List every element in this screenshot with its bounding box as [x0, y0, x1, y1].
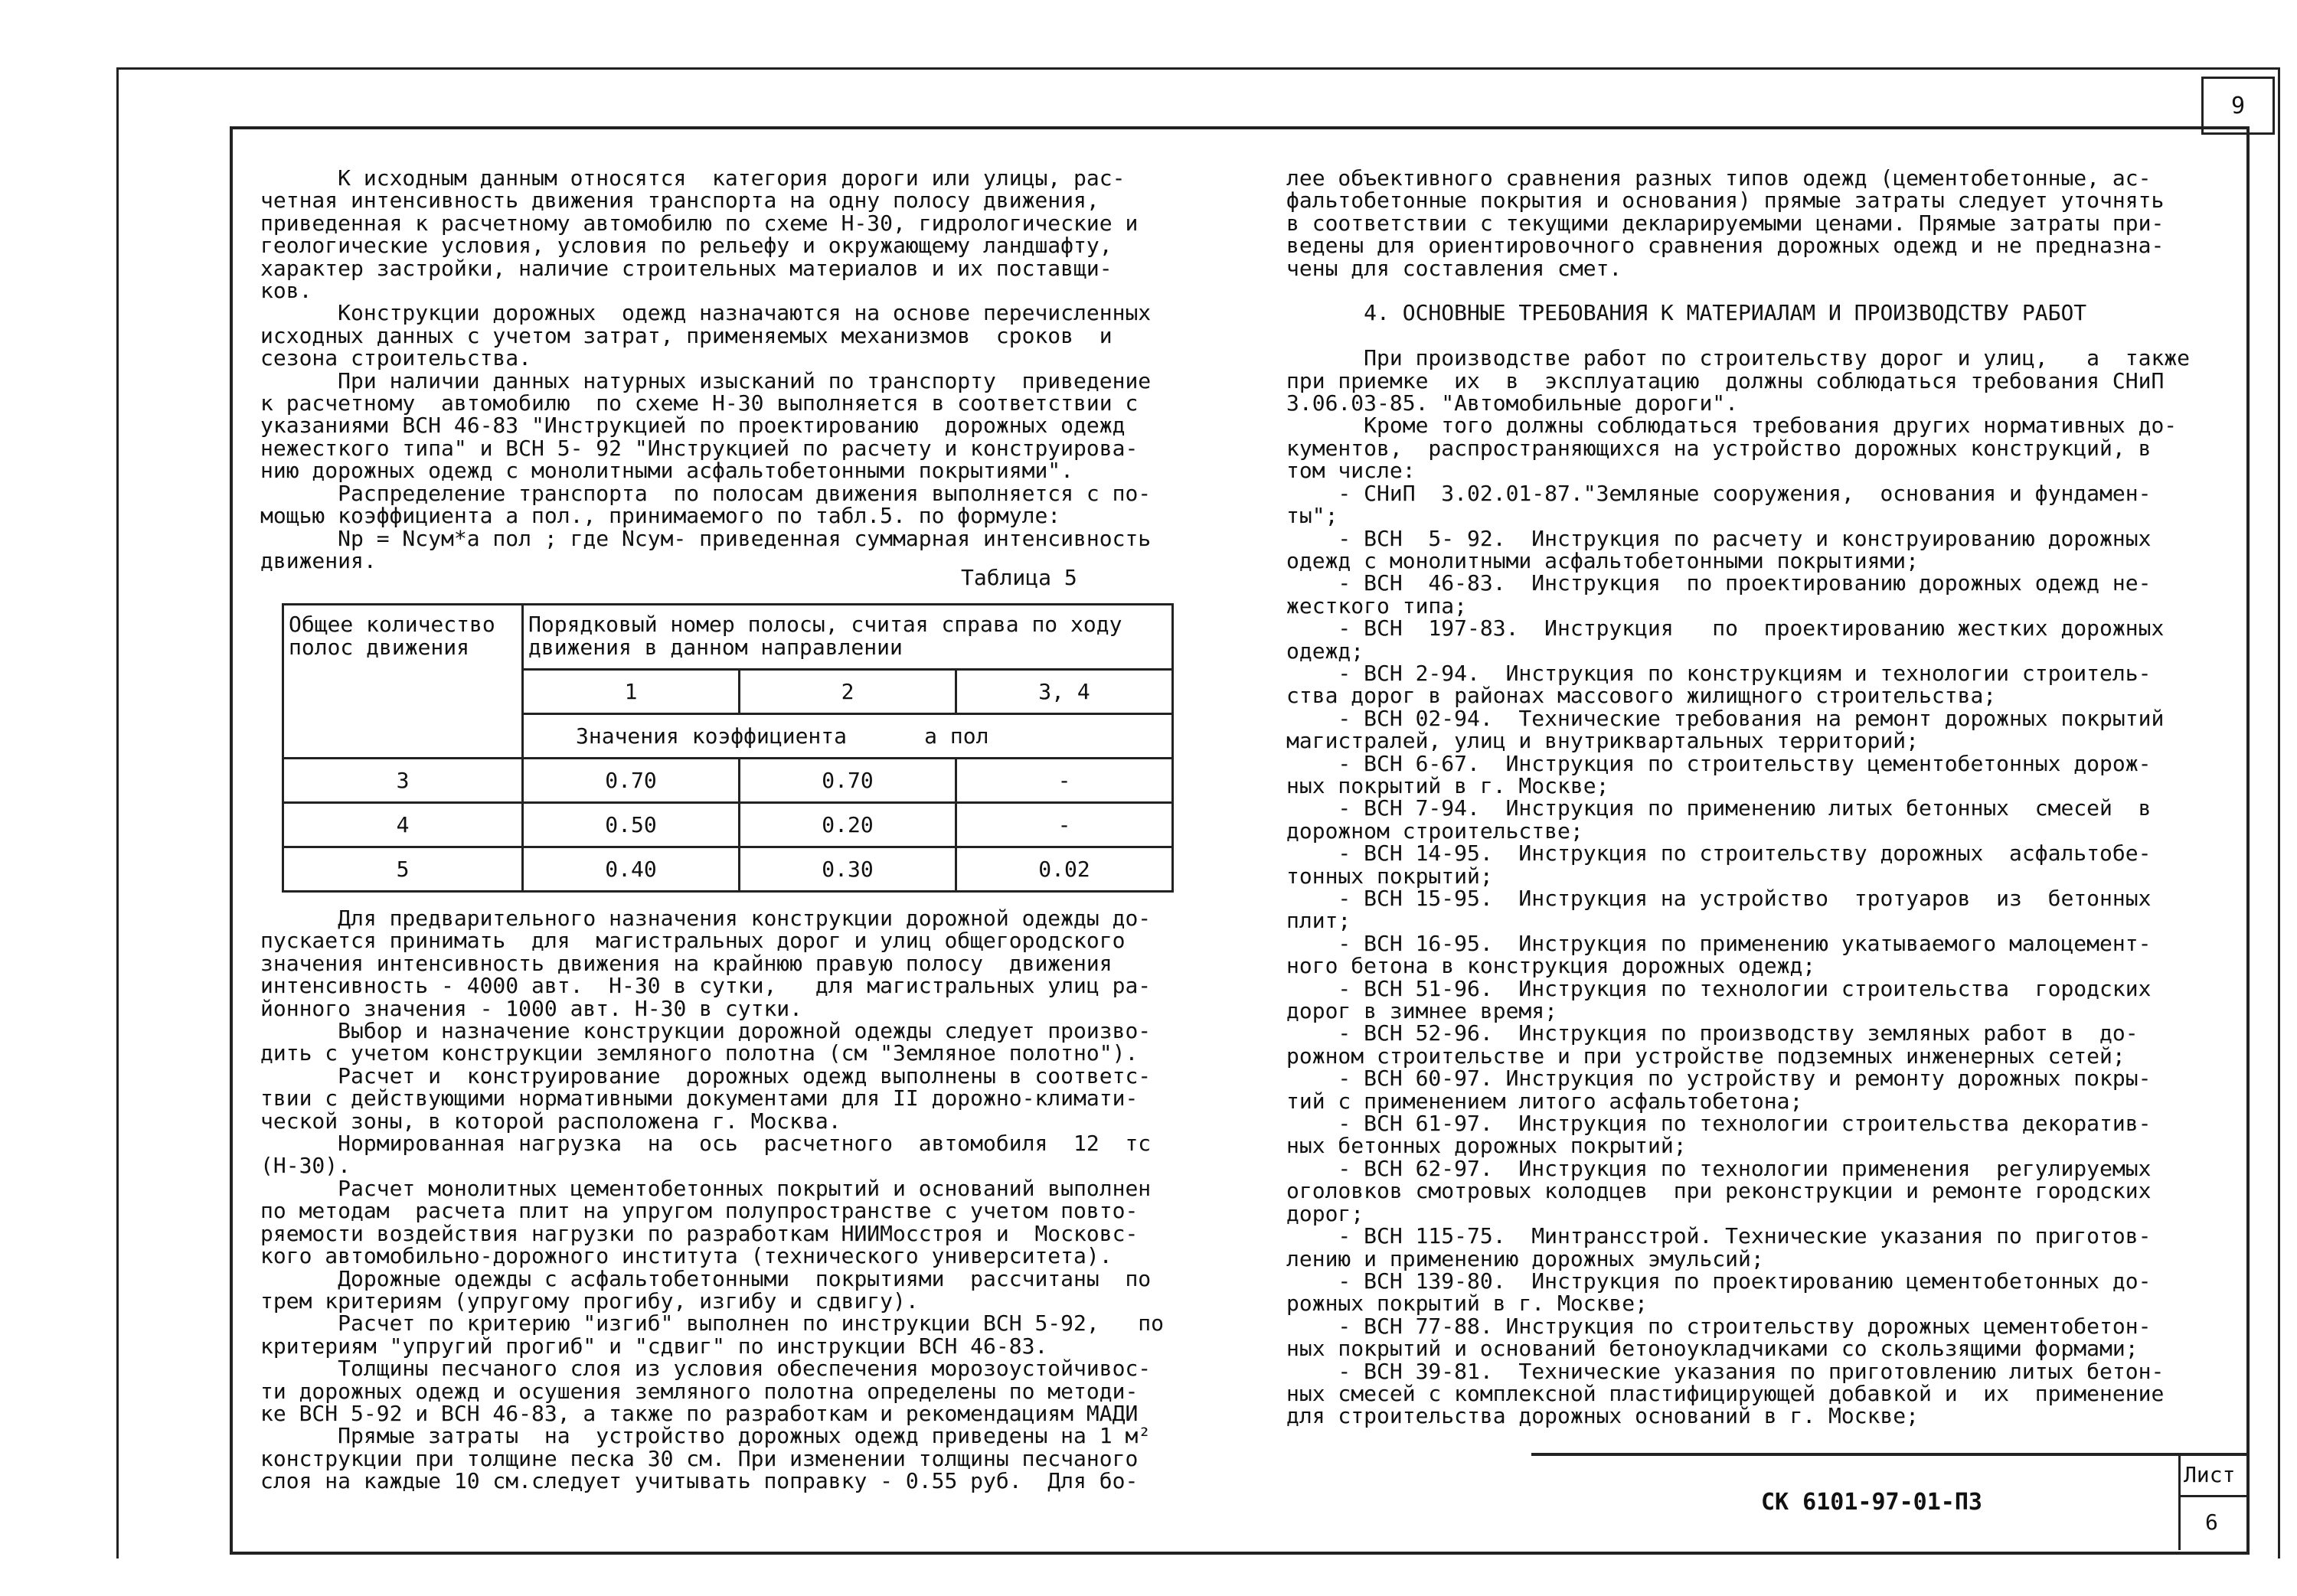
text-line: фальтобетонные покрытия и основания) прямые затраты следует уточнять [1286, 188, 2165, 214]
left-column-bottom [260, 907, 1187, 1493]
text-line: рожном строительстве и при устройстве подземных инженерных сетей; [1286, 1043, 2125, 1069]
text-line: исходных данных с учетом затрат, применяемых механизмов сроков и [260, 322, 1113, 348]
binding-line [116, 1148, 119, 1554]
text-line: дорог в зимнее время; [1286, 998, 1558, 1024]
text-line: ных смесей с комплексной пластифицирующей добавкой и их применение [1286, 1380, 2165, 1406]
text-line: - ВСН 02-94. Технические требования на ремонт дорожных покрытий [1286, 705, 2165, 731]
text-line: в соответствии с текущими декларируемыми ценами. Прямые затраты при- [1286, 210, 2165, 236]
text-line: 3.06.03-85. "Автомобильные дороги". [1286, 390, 1739, 416]
text-line: ных покрытий в г. Москве; [1286, 772, 1609, 798]
text-line: сезона строительства. [260, 345, 532, 371]
table-header-lane-number: Порядковый номер полосы, считая справа по ходу движения в данном направлении [523, 605, 1173, 670]
text-line: рожных покрытий в г. Москве; [1286, 1291, 1648, 1317]
text-line: ведены для ориентировочного сравнения дорожных одежд и не предназна- [1286, 233, 2165, 259]
text-line: лению и применению дорожных эмульсий; [1286, 1245, 1764, 1271]
table-cell-v3: - [956, 759, 1173, 803]
text-line: - ВСН 46-83. Инструкция по проектированию дорожных одежд не- [1286, 570, 2152, 596]
text-line: ти дорожных одежд и осушения земляного полотна определены по методи- [260, 1378, 1139, 1404]
sheet-number: 6 [2205, 1510, 2218, 1535]
text-line: Расчет по критерию "изгиб" выполнен по инструкции ВСН 5-92, по [260, 1310, 1165, 1337]
table-cell-v3: 0.02 [956, 847, 1173, 892]
text-line: Np = Nсум*a пол ; где Nсум- приведенная суммарная интенсивность [260, 525, 1152, 551]
text-line: пускается принимать для магистральных дорог и улиц общегородского [260, 928, 1126, 954]
table-5 [282, 603, 1174, 893]
table-cell-v2: 0.70 [740, 759, 956, 803]
text-line: движения. [260, 547, 377, 573]
table-row [283, 803, 1173, 847]
text-line: чены для составления смет. [1286, 255, 1622, 281]
text-line: дить с учетом конструкции земляного полотна (см "Земляное полотно"). [260, 1040, 1139, 1066]
text-line: по методам расчета плит на упругом полупространстве с учетом повто- [260, 1198, 1139, 1224]
text-line: для строительства дорожных оснований в г. Москве; [1286, 1403, 1920, 1429]
text-line: - ВСН 77-88. Инструкция по строительству дорожных цементобетон- [1286, 1313, 2152, 1339]
sheet-label: Лист [2184, 1462, 2236, 1487]
table-cell-v1: 0.50 [523, 803, 740, 847]
text-line: - ВСН 115-75. Минтрансстрой. Технические указания по приготов- [1286, 1223, 2152, 1249]
text-line: жесткого типа; [1286, 592, 1468, 618]
text-line: твии с действующими нормативными документами для II дорожно-климати- [260, 1085, 1139, 1111]
text-line: - ВСН 6-67. Инструкция по строительству цементобетонных дорож- [1286, 750, 2152, 776]
text-line: - ВСН 16-95. Инструкция по применению укатываемого малоцемент- [1286, 930, 2152, 956]
text-line: характер застройки, наличие строительных материалов и их поставщи- [260, 255, 1113, 281]
text-line: приведенная к расчетному автомобилю по схеме Н-30, гидрологические и [260, 210, 1139, 236]
table-cell-v2: 0.30 [740, 847, 956, 892]
left-column-top [260, 167, 1187, 572]
text-line: - ВСН 60-97. Инструкция по устройству и ремонту дорожных покры- [1286, 1066, 2152, 1092]
text-line: При производстве работ по строительству дорог и улиц, а также [1286, 345, 2191, 371]
text-line: - ВСН 197-83. Инструкция по проектированию жестких дорожных [1286, 615, 2165, 641]
text-line: Выбор и назначение конструкции дорожной одежды следует произво- [260, 1018, 1152, 1044]
document-code: СК 6101-97-01-ПЗ [1761, 1489, 1982, 1516]
text-line: ряемости воздействия нагрузки по разработкам НИИМосстроя и Московс- [260, 1220, 1139, 1246]
text-line: - ВСН 39-81. Технические указания по приготовлению литых бетон- [1286, 1358, 2165, 1384]
text-line: К исходным данным относятся категория дороги или улицы, рас- [260, 165, 1126, 191]
text-line: - ВСН 139-80. Инструкция по проектированию цементобетонных до- [1286, 1268, 2152, 1294]
text-line: трем критериям (упругому прогибу, изгибу и сдвигу). [260, 1288, 919, 1314]
table-row [283, 847, 1173, 892]
text-line: ческой зоны, в которой расположена г. Москва. [260, 1108, 841, 1134]
text-line: Для предварительного назначения конструкции дорожной одежды до- [260, 906, 1152, 931]
text-line: к расчетному автомобилю по схеме Н-30 выполняется в соответствии с [260, 390, 1139, 416]
text-line: одежд; [1286, 638, 1364, 664]
text-line: Дорожные одежды с асфальтобетонными покрытиями рассчитаны по [260, 1265, 1152, 1291]
right-column [1286, 167, 2205, 1428]
text-line: ных покрытий и оснований бетоноукладчиками со скользящими формами; [1286, 1336, 2139, 1362]
text-line: магистралей, улиц и внутриквартальных территорий; [1286, 728, 1920, 754]
text-line: мощью коэффициента a пол., принимаемого по табл.5. по формуле: [260, 503, 1061, 529]
text-line: ты"; [1286, 503, 1338, 529]
text-line: ного бетона в конструкция дорожных одежд; [1286, 953, 1816, 979]
text-line: дорог; [1286, 1200, 1364, 1226]
table-lane-2: 2 [740, 670, 956, 714]
text-line: конструкции при толщине песка 30 см. При изменении толщины песчаного [260, 1445, 1139, 1471]
text-line: геологические условия, условия по рельефу и окружающему ландшафту, [260, 233, 1113, 259]
text-line: Прямые затраты на устройство дорожных одежд приведены на 1 м² [260, 1423, 1152, 1449]
text-line: Конструкции дорожных одежд назначаются на основе перечисленных [260, 300, 1152, 326]
table-lane-3-4: 3, 4 [956, 670, 1173, 714]
text-line: оголовков смотровых колодцев при реконструкции и ремонте городских [1286, 1178, 2152, 1204]
text-line: 4. ОСНОВНЫЕ ТРЕБОВАНИЯ К МАТЕРИАЛАМ И ПРОИЗВОДСТВУ РАБОТ [1286, 300, 2087, 326]
text-line: указаниями ВСН 46-83 "Инструкцией по проектированию дорожных одежд [260, 413, 1126, 439]
text-line: Расчет и конструирование дорожных одежд выполнены в соответс- [260, 1062, 1152, 1088]
table-caption: Таблица 5 [961, 565, 1077, 590]
text-line: (Н-30). [260, 1153, 351, 1179]
text-line: том числе: [1286, 458, 1416, 484]
text-line: - ВСН 61-97. Инструкция по технологии строительства декоратив- [1286, 1111, 2152, 1137]
text-line: Распределение транспорта по полосам движения выполняется с по- [260, 480, 1152, 506]
text-line: Толщины песчаного слоя из условия обеспечения морозоустойчивос- [260, 1356, 1152, 1382]
page-number: 9 [2201, 77, 2275, 135]
table-cell-v1: 0.40 [523, 847, 740, 892]
text-line: нежесткого типа" и ВСН 5- 92 "Инструкцией по расчету и конструирова- [260, 435, 1139, 461]
text-line: - ВСН 52-96. Инструкция по производству земляных работ в до- [1286, 1020, 2139, 1046]
text-line: кого автомобильно-дорожного института (технического университета). [260, 1243, 1113, 1269]
text-line: при приемке их в эксплуатацию должны соблюдаться требования СНиП [1286, 367, 2165, 393]
table-cell-lanes: 5 [283, 847, 523, 892]
text-line: - ВСН 7-94. Инструкция по применению литых бетонных смесей в [1286, 795, 2152, 821]
text-line: йонного значения - 1000 авт. Н-30 в сутки. [260, 995, 803, 1021]
text-line [1286, 279, 2205, 302]
text-line [1286, 325, 2205, 347]
text-line: Расчет монолитных цементобетонных покрытий и оснований выполнен [260, 1175, 1152, 1201]
table-cell-lanes: 3 [283, 759, 523, 803]
table-cell-v2: 0.20 [740, 803, 956, 847]
text-line: дорожном строительстве; [1286, 818, 1583, 844]
text-line: плит; [1286, 908, 1351, 934]
table-header-total-lanes: Общее количество полос движения [283, 605, 523, 759]
table-cell-v3: - [956, 803, 1173, 847]
text-line: - СНиП 3.02.01-87."Земляные сооружения, основания и фундамен- [1286, 480, 2152, 506]
text-line: - ВСН 5- 92. Инструкция по расчету и конструированию дорожных [1286, 525, 2152, 551]
text-line: Нормированная нагрузка на ось расчетного автомобиля 12 тс [260, 1131, 1152, 1157]
text-line: ства дорог в районах массового жилищного строительства; [1286, 683, 1997, 709]
text-line: Кроме того должны соблюдаться требования других нормативных до- [1286, 413, 2178, 439]
table-coef-label: Значения коэффициента a пол [523, 714, 1173, 759]
text-line: кументов, распространяющихся на устройство дорожных конструкций, в [1286, 435, 2152, 461]
text-line: критериям "упругий прогиб" и "сдвиг" по инструкции ВСН 46-83. [260, 1333, 1048, 1359]
text-line: - ВСН 14-95. Инструкция по строительству дорожных асфальтобе- [1286, 840, 2152, 867]
text-line: четная интенсивность движения транспорта на одну полосу движения, [260, 188, 1099, 214]
table-lane-1: 1 [523, 670, 740, 714]
text-line: нию дорожных одежд с монолитными асфальтобетонными покрытиями". [260, 458, 1074, 484]
text-line: интенсивность - 4000 авт. Н-30 в сутки, для магистральных улиц ра- [260, 973, 1152, 999]
table-cell-lanes: 4 [283, 803, 523, 847]
text-line: одежд с монолитными асфальтобетонными покрытиями; [1286, 547, 1920, 573]
text-line: ных бетонных дорожных покрытий; [1286, 1133, 1687, 1159]
text-line: ков. [260, 278, 312, 304]
text-line: При наличии данных натурных изысканий по транспорту приведение [260, 367, 1152, 393]
text-line: тонных покрытий; [1286, 863, 1493, 889]
text-line: значения интенсивность движения на крайнюю правую полосу движения [260, 950, 1113, 976]
text-line: ке ВСН 5-92 и ВСН 46-83, а также по разработкам и рекомендациям МАДИ [260, 1400, 1139, 1426]
text-line: - ВСН 2-94. Инструкция по конструкциям и технологии строитель- [1286, 660, 2152, 686]
text-line: слоя на каждые 10 см.следует учитывать поправку - 0.55 руб. Для бо- [260, 1468, 1139, 1494]
text-line: тий с применением литого асфальтобетона; [1286, 1088, 1803, 1114]
text-line: - ВСН 62-97. Инструкция по технологии применения регулируемых [1286, 1155, 2152, 1181]
table-row [283, 759, 1173, 803]
table-cell-v1: 0.70 [523, 759, 740, 803]
text-line: - ВСН 51-96. Инструкция по технологии строительства городских [1286, 975, 2152, 1001]
text-line: - ВСН 15-95. Инструкция на устройство тротуаров из бетонных [1286, 886, 2152, 911]
text-line: лее объективного сравнения разных типов одежд (цементобетонные, ас- [1286, 165, 2152, 191]
